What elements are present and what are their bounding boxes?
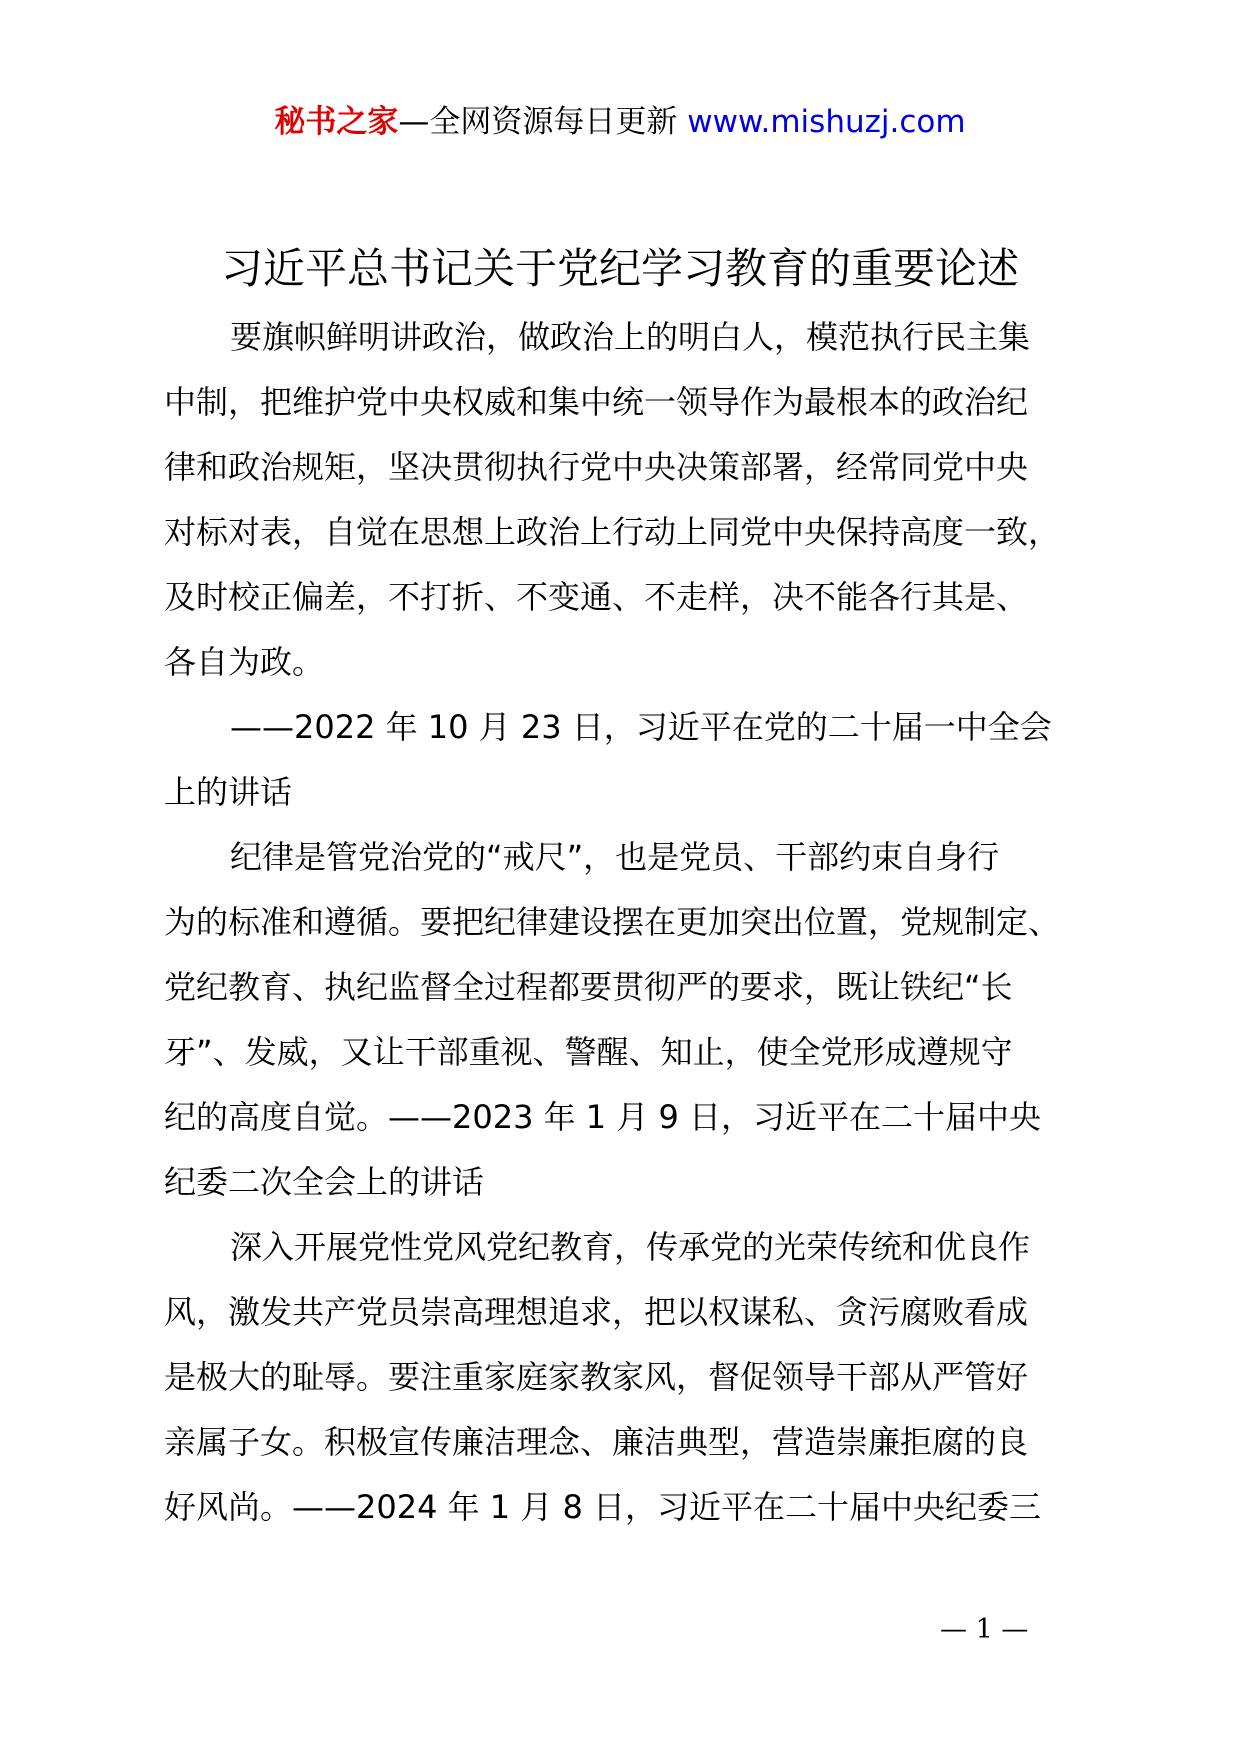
paragraph-line: 对标对表，自觉在思想上政治上行动上同党中央保持高度一致， xyxy=(164,513,1061,551)
citation-line: 纪委二次全会上的讲话 xyxy=(164,1163,485,1201)
paragraph-line: 好风尚。——2024 年 1 月 8 日，习近平在二十届中央纪委三 xyxy=(164,1488,1042,1526)
paragraph-line: 中制，把维护党中央权威和集中统一领导作为最根本的政治纪 xyxy=(164,383,1029,421)
paragraph-line: 亲属子女。积极宣传廉洁理念、廉洁典型，营造崇廉拒腐的良 xyxy=(164,1423,1029,1461)
document-title: 习近平总书记关于党纪学习教育的重要论述 xyxy=(220,244,1019,293)
paragraph-line: 纪律是管党治党的“戒尺”，也是党员、干部约束自身行 xyxy=(230,838,1000,876)
citation-line: ——2022 年 10 月 23 日，习近平在党的二十届一中全会 xyxy=(230,708,1052,746)
paragraph-line: 要旗帜鲜明讲政治，做政治上的明白人，模范执行民主集 xyxy=(230,318,1031,356)
site-tagline: —全网资源每日更新 xyxy=(398,104,678,140)
document-body xyxy=(164,305,1124,1540)
paragraph-line: 牙”、发威，又让干部重视、警醒、知止，使全党形成遵规守 xyxy=(164,1033,1013,1071)
site-brand: 秘书之家 xyxy=(274,104,399,140)
paragraph-line: 风，激发共产党员崇高理想追求，把以权谋私、贪污腐败看成 xyxy=(164,1293,1029,1331)
paragraph-line: 律和政治规矩，坚决贯彻执行党中央决策部署，经常同党中央 xyxy=(164,448,1029,486)
citation-line: 上的讲话 xyxy=(164,773,293,811)
paragraph-line: 为的标准和遵循。要把纪律建设摆在更加突出位置，党规制定、 xyxy=(164,903,1061,941)
paragraph-line: 各自为政。 xyxy=(164,643,325,681)
paragraph-line: 是极大的耻辱。要注重家庭家教家风，督促领导干部从严管好 xyxy=(164,1358,1029,1396)
site-header xyxy=(0,100,1240,144)
paragraph-line: 深入开展党性党风党纪教育，传承党的光荣传统和优良作 xyxy=(230,1228,1031,1266)
page-number: — 1 — xyxy=(940,1614,1029,1645)
site-url-link[interactable]: www.mishuzj.com xyxy=(687,104,966,140)
paragraph-line: 纪的高度自觉。——2023 年 1 月 9 日，习近平在二十届中央 xyxy=(164,1098,1042,1136)
paragraph-line: 党纪教育、执纪监督全过程都要贯彻严的要求，既让铁纪“长 xyxy=(164,968,1013,1006)
paragraph-line: 及时校正偏差，不打折、不变通、不走样，决不能各行其是、 xyxy=(164,578,1029,616)
